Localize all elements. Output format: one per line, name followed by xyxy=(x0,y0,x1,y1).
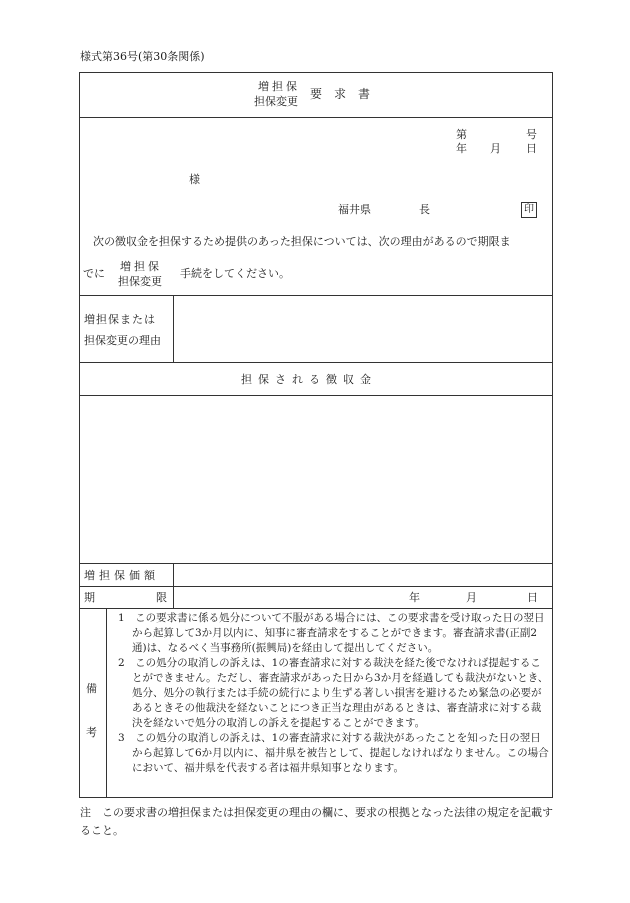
reason-label-line1: 増担保または xyxy=(84,313,156,326)
body-alt-bottom: 担保変更 xyxy=(118,275,162,288)
note-item: 1 この要求書に係る処分について不服がある場合には、この要求書を受け取った日の翌日から起算して3か月以内に、知事に審査請求をすることができます。審査請求書(正副2通)は、なるべく当事務所(振興局)を経由して提出してください。 xyxy=(118,612,545,654)
issuer-title: 長 xyxy=(419,203,430,216)
date-year-label: 年 xyxy=(456,142,467,155)
deadline-label-right: 限 xyxy=(156,591,167,604)
title-alt-bottom: 担保変更 xyxy=(254,95,298,108)
date-month-label: 月 xyxy=(490,142,501,155)
date-day-label: 日 xyxy=(526,142,537,155)
number-label: 第 xyxy=(456,128,467,141)
divider xyxy=(79,117,553,118)
additional-security-label: 増担保価額 xyxy=(84,569,159,582)
divider xyxy=(173,563,174,608)
divider xyxy=(79,586,553,587)
deadline-year-label: 年 xyxy=(409,591,420,604)
body-text-line1: 次の徴収金を担保するため提供のあった担保については、次の理由があるので期限ま xyxy=(93,235,511,248)
body-text-prefix: でに xyxy=(83,267,105,280)
form-number-label: 様式第36号(第30条関係) xyxy=(80,50,205,63)
remarks-label-top: 備 xyxy=(86,682,97,695)
seal-mark: 印 xyxy=(521,202,537,218)
deadline-label-left: 期 xyxy=(84,591,95,604)
divider xyxy=(79,395,553,396)
page-title: 要 求 書 xyxy=(310,87,371,101)
divider xyxy=(106,608,107,798)
issuer-prefecture: 福井県 xyxy=(338,203,371,216)
footer-note: 注 この要求書の増担保または担保変更の理由の欄に、要求の根拠となった法律の規定を記載すること。 xyxy=(80,806,553,837)
note-item: 2 この処分の取消しの訴えは、1の審査請求に対する裁決を経た後でなければ提起することができません。ただし、審査請求があった日から3か月を経過しても裁決がないとき、処分、処分の執行または手続の続行により生ずる著しい損害を避けるため緊急の必要があるときその他裁決を経ないことにつき正当な理由があるときは、審査請求に対する裁決を経ないで処分の取消しの訴えを提起することができます。 xyxy=(118,657,549,729)
divider xyxy=(79,608,553,609)
remarks-notes xyxy=(118,611,550,776)
title-alt-top: 増担保 xyxy=(258,80,300,93)
addressee-suffix: 様 xyxy=(189,173,200,186)
reason-label-line2: 担保変更の理由 xyxy=(84,334,161,347)
body-alt-top: 増担保 xyxy=(120,260,162,273)
number-suffix: 号 xyxy=(526,128,537,141)
remarks-label-bottom: 考 xyxy=(86,726,97,739)
collection-header: 担保される徴収金 xyxy=(241,373,377,386)
note-item: 3 この処分の取消しの訴えは、1の審査請求に対する裁決があったことを知った日の翌日から起算して6か月以内に、福井県を被告として、提起しなければなりません。この場合において、福井県を代表する者は福井県知事となります。 xyxy=(118,732,549,774)
deadline-day-label: 日 xyxy=(527,591,538,604)
deadline-month-label: 月 xyxy=(466,591,477,604)
divider xyxy=(173,295,174,362)
body-text-suffix: 手続をしてください。 xyxy=(180,267,290,280)
divider xyxy=(79,362,553,363)
divider xyxy=(79,295,553,296)
divider xyxy=(79,563,553,564)
